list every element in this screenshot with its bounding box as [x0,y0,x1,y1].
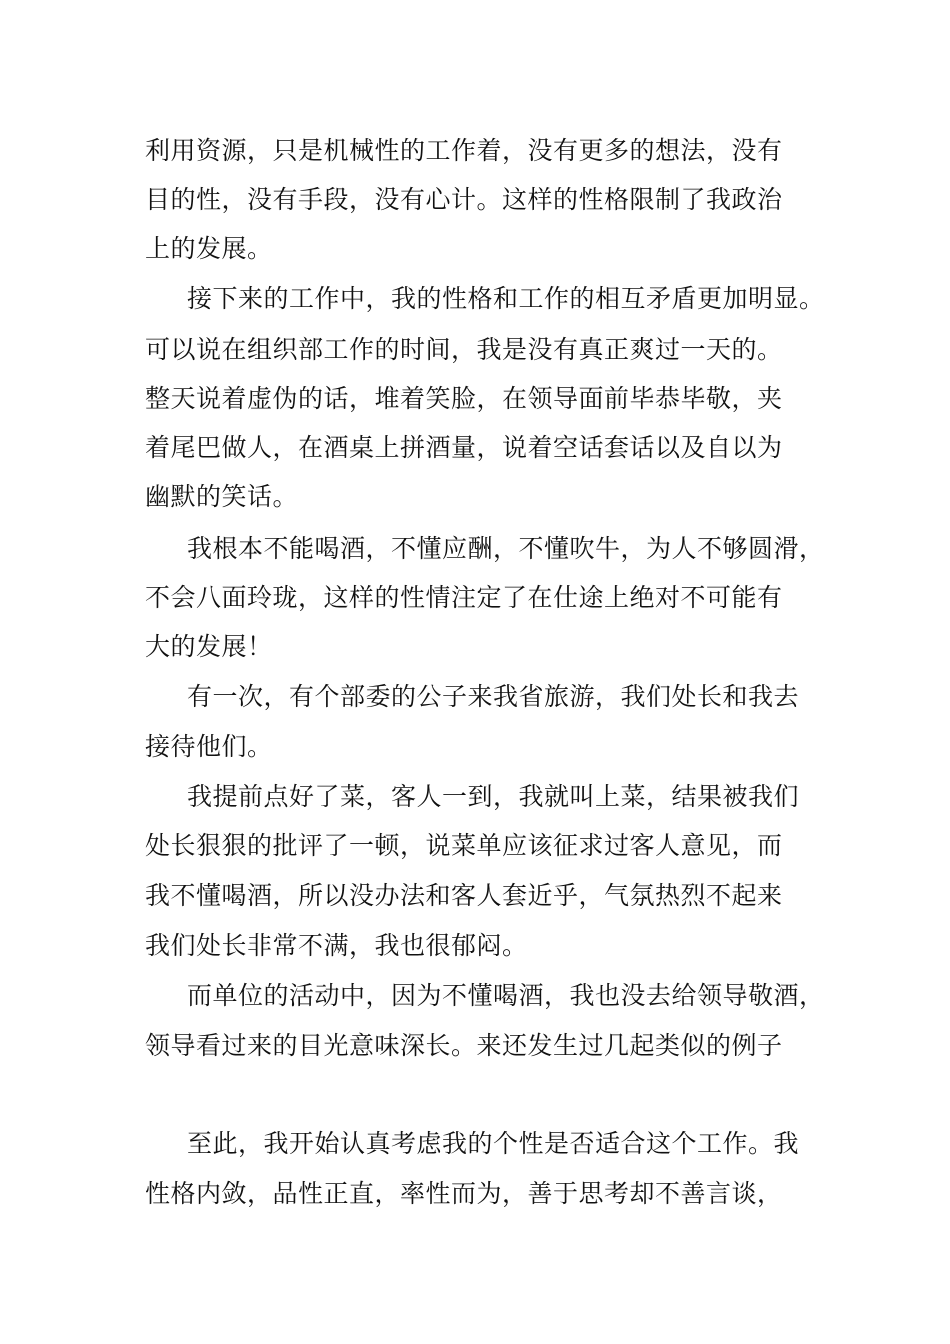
text-line: 目的性，没有手段，没有心计。这样的性格限制了我政治 [145,185,783,214]
paragraph-first-line: 我根本不能喝酒，不懂应酬，不懂吹牛，为人不够圆滑， [187,534,825,563]
text-line: 不会八面玲珑，这样的性情注定了在仕途上绝对不可能有 [145,583,783,612]
text-line: 我们处长非常不满，我也很郁闷。 [145,931,528,960]
paragraph-first-line: 至此，我开始认真考虑我的个性是否适合这个工作。我 [187,1129,800,1158]
text-line: 我不懂喝酒，所以没办法和客人套近乎，气氛热烈不起来 [145,881,783,910]
text-line: 处长狠狠的批评了一顿，说菜单应该征求过客人意见，而 [145,831,783,860]
paragraph-first-line: 而单位的活动中，因为不懂喝酒，我也没去给领导敬酒， [187,981,825,1010]
text-line: 着尾巴做人，在酒桌上拼酒量，说着空话套话以及自以为 [145,433,783,462]
paragraph-first-line: 接下来的工作中，我的性格和工作的相互矛盾更加明显。 [187,284,825,313]
text-line: 可以说在组织部工作的时间，我是没有真正爽过一天的。 [145,335,783,364]
text-line: 性格内敛，品性正直，率性而为，善于思考却不善言谈， [145,1179,783,1208]
text-line: 领导看过来的目光意味深长。来还发生过几起类似的例子 [145,1031,783,1060]
text-line: 整天说着虚伪的话，堆着笑脸，在领导面前毕恭毕敬，夹 [145,384,783,413]
text-line: 大的发展！ [145,632,273,661]
text-line: 利用资源，只是机械性的工作着，没有更多的想法，没有 [145,136,783,165]
text-line: 幽默的笑话。 [145,482,299,511]
text-line: 上的发展。 [145,234,273,263]
text-line: 接待他们。 [145,732,273,761]
paragraph-first-line: 我提前点好了菜，客人一到，我就叫上菜，结果被我们 [187,782,800,811]
paragraph-first-line: 有一次，有个部委的公子来我省旅游，我们处长和我去 [187,682,800,711]
